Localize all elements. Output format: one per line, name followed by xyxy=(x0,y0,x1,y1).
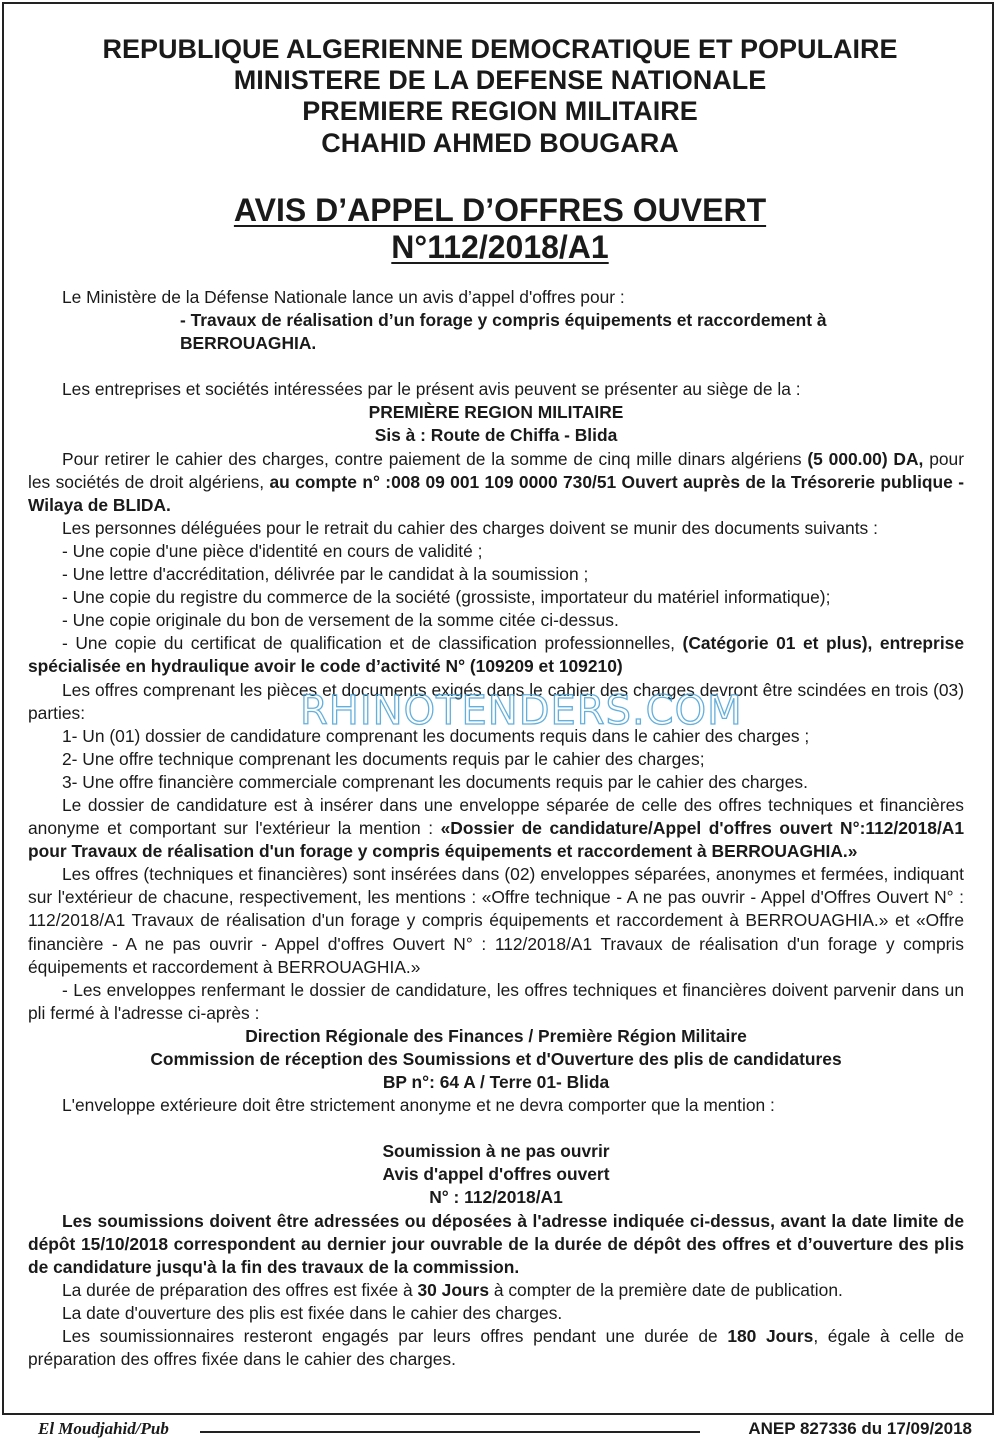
footer xyxy=(0,1419,1000,1443)
header-line-ministry: MINISTERE DE LA DEFENSE NATIONALE xyxy=(233,65,767,95)
document-item: - Une copie originale du bon de versement de la somme citée ci-dessus. xyxy=(62,610,619,631)
delivery-address-1: Direction Régionale des Finances / Première Région Militaire xyxy=(245,1025,747,1046)
notice-title-text: AVIS D’APPEL D’OFFRES OUVERT xyxy=(233,192,767,228)
notice-body xyxy=(28,286,964,1371)
presentation-text: Les entreprises et sociétés intéressées par le présent avis peuvent se présenter au siège de la : xyxy=(62,379,801,400)
document-item-certificate xyxy=(28,632,964,678)
certificate-text: - Une copie du certificat de qualification et de classification professionnelles, xyxy=(62,633,683,654)
outer-envelope-text: L'enveloppe extérieure doit être strictement anonyme et ne devra comporter que la mention : xyxy=(62,1095,775,1116)
header-line-chahid: CHAHID AHMED BOUGARA xyxy=(321,128,679,158)
delivery-text: - Les enveloppes renfermant le dossier de candidature, les offres techniques et financières doivent parvenir dans un pli fermé à l'adresse ci-après : xyxy=(28,979,964,1023)
documents-intro: Les personnes déléguées pour le retrait du cahier des charges doivent se munir des documents suivants : xyxy=(62,517,878,538)
opening-paragraph: La date d'ouverture des plis est fixée dans le cahier des charges. xyxy=(62,1302,563,1323)
offers-intro: Les offres comprenant les pièces et documents exigés dans le cahier des charges devront être scindées en trois (03) parties: xyxy=(28,679,964,723)
prep-text-1: La durée de préparation des offres est fixée à xyxy=(62,1279,418,1300)
prep-duration: 30 Jours xyxy=(417,1279,490,1300)
payment-account: au compte n° :008 09 001 109 0000 730/51 Ouvert auprès de la Trésorerie publique - Wilaya de BLIDA. xyxy=(28,471,964,515)
presentation-place: PREMIÈRE REGION MILITAIRE xyxy=(368,402,624,423)
prep-text-2: à compter de la première date de publication. xyxy=(489,1279,843,1300)
validity-paragraph xyxy=(28,1325,964,1371)
preparation-paragraph xyxy=(28,1279,964,1302)
presentation-address: Sis à : Route de Chiffa - Blida xyxy=(374,425,618,446)
watermark: RHINOTENDERS.COM xyxy=(300,688,743,734)
validity-text-1: Les soumissionnaires resteront engagés par leurs offres pendant une durée de xyxy=(62,1326,728,1347)
intro-object: - Travaux de réalisation d’un forage y compris équipements et raccordement à BERROUAGHIA. xyxy=(180,310,827,354)
envelope-text: Le dossier de candidature est à insérer dans une enveloppe séparée de celle des offres techniques et financières anonyme et comportant sur l'extérieur la mention : xyxy=(28,794,964,839)
header-line-republic: REPUBLIQUE ALGERIENNE DEMOCRATIQUE ET POPULAIRE xyxy=(102,34,898,64)
payment-paragraph xyxy=(28,448,964,517)
footer-divider xyxy=(200,1431,700,1433)
envelope-mention: «Dossier de candidature/Appel d'offres ouvert N°:112/2018/A1 pour Travaux de réalisation d'un forage y compris équipements et raccordement à BERROUAGHIA.» xyxy=(28,818,965,862)
validity-duration: 180 Jours xyxy=(727,1326,814,1347)
document-item: - Une copie du registre du commerce de la société (grossiste, importateur du matériel informatique); xyxy=(62,587,831,608)
delivery-address-2: Commission de réception des Soumissions et d'Ouverture des plis de candidatures xyxy=(150,1049,842,1069)
document-item: - Une copie d'une pièce d'identité en cours de validité ; xyxy=(62,540,483,561)
document-item: - Une lettre d'accréditation, délivrée par le candidat à la soumission ; xyxy=(62,564,589,585)
offer-part: 2- Une offre technique comprenant les documents requis par le cahier des charges; xyxy=(62,748,705,769)
payment-amount: (5 000.00) DA, xyxy=(807,448,924,469)
delivery-address-3: BP n°: 64 A / Terre 01- Blida xyxy=(382,1072,610,1093)
notice-number xyxy=(0,229,1000,265)
envelope-paragraph xyxy=(28,794,964,863)
notice-number-text: N°112/2018/A1 xyxy=(391,229,609,265)
intro-text: Le Ministère de la Défense Nationale lance un avis d’appel d'offres pour : xyxy=(62,287,625,307)
outer-mention-1: Soumission à ne pas ouvrir xyxy=(382,1141,610,1162)
validity-text-2: , égale à celle de préparation des offres fixée dans le cahier des charges. xyxy=(28,1326,964,1370)
offer-part: 1- Un (01) dossier de candidature comprenant les documents requis dans le cahier des charges ; xyxy=(62,725,810,746)
outer-mention-3: N° : 112/2018/A1 xyxy=(429,1187,563,1208)
payment-text-2: pour les sociétés de droit algériens, xyxy=(28,448,965,492)
offers-envelopes-paragraph: Les offres (techniques et financières) sont insérées dans (02) enveloppes séparées, anonymes et fermées, indiquant sur l'extérieur de chacune, respectivement, les mentions : «Offre technique - A ne pas ouvrir - Appel d'Offres Ouvert N° : 112/2018/A1 Travaux de réalisation d'un forage y compris équipements et raccordement à BERROUAGHIA.» et «Offre financière - A ne pas ouvrir - Appel d'offres Ouvert N° : 112/2018/A1 Travaux de réalisation d'un forage y compris équipements et raccordement à BERROUAGHIA.» xyxy=(28,864,964,977)
notice-title xyxy=(0,192,1000,228)
publication-name: El Moudjahid/Pub xyxy=(38,1419,169,1438)
certificate-category: (Catégorie 01 et plus), entreprise spécialisée en hydraulique avoir le code d’activité N° (109209 et 109210) xyxy=(28,633,964,677)
header-line-region: PREMIERE REGION MILITAIRE xyxy=(302,96,698,126)
outer-mention-2: Avis d'appel d'offres ouvert xyxy=(382,1164,610,1185)
anep-reference: ANEP 827336 du 17/09/2018 xyxy=(748,1419,972,1438)
payment-text-1: Pour retirer le cahier des charges, contre paiement de la somme de cinq mille dinars algériens xyxy=(62,448,808,469)
offer-part: 3- Une offre financière commerciale comprenant les documents requis par le cahier des charges. xyxy=(62,771,808,792)
deadline-paragraph: Les soumissions doivent être adressées ou déposées à l'adresse indiquée ci-dessus, avant la date limite de dépôt 15/10/2018 correspondent au dernier jour ouvrable de la durée de dépôt des offres et d’ouverture des plis de candidature jusqu'à la fin des travaux de la commission. xyxy=(28,1210,964,1277)
